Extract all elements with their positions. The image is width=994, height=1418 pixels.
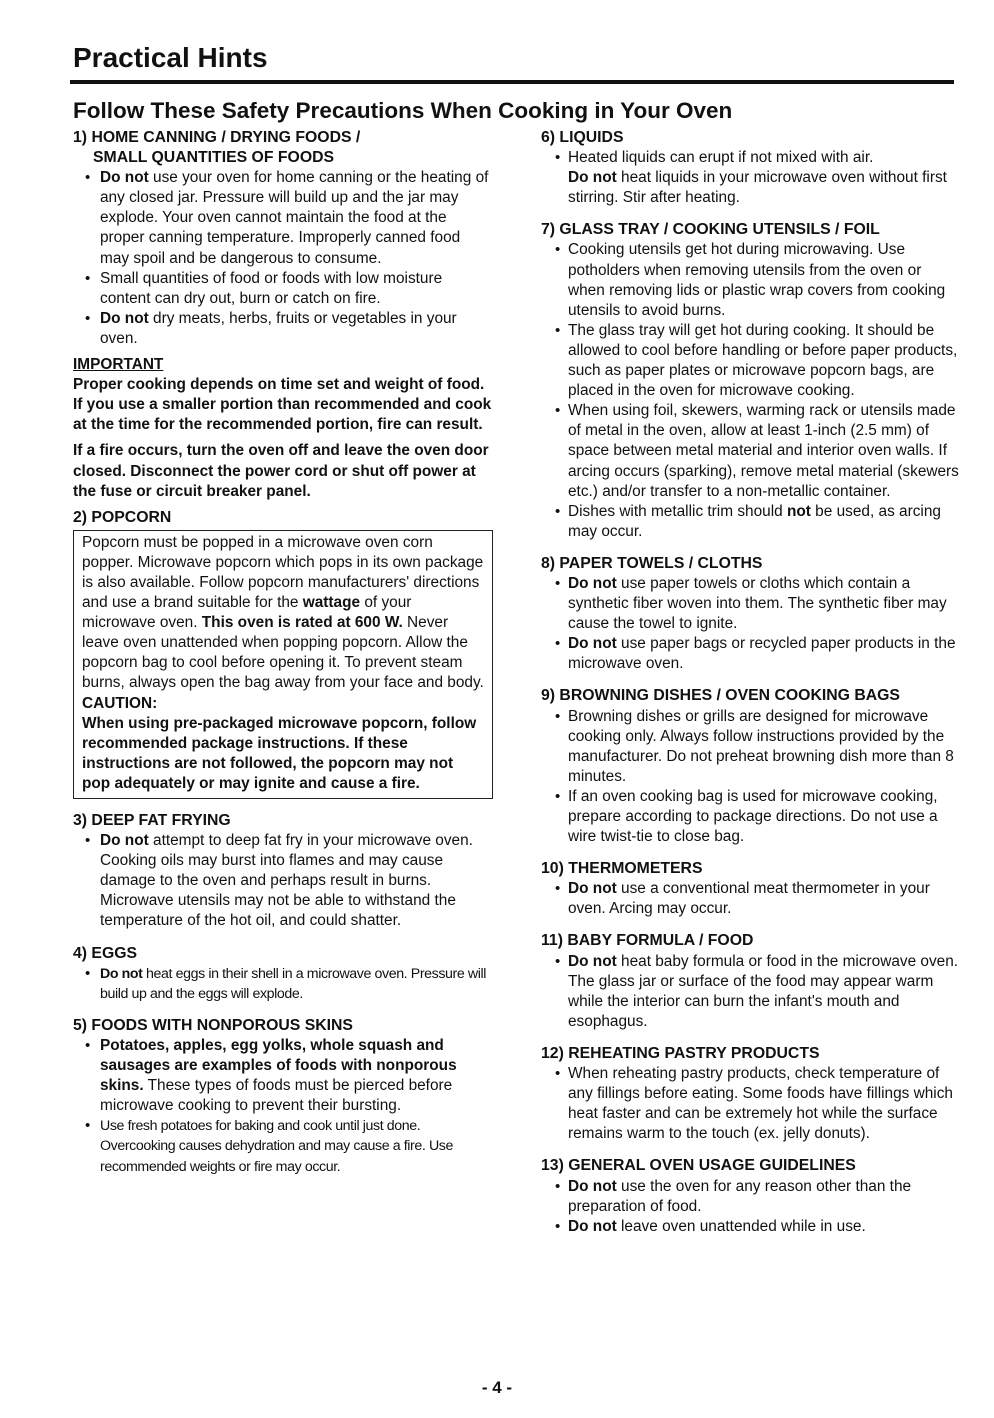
left-column bbox=[73, 128, 493, 1189]
list-item bbox=[73, 168, 493, 268]
section-liquids bbox=[541, 128, 959, 208]
list-item bbox=[541, 879, 959, 919]
warning-text: Do not bbox=[100, 169, 149, 187]
section-thermometers bbox=[541, 859, 959, 919]
bullet-list bbox=[73, 831, 493, 931]
list-item bbox=[541, 321, 959, 401]
section-heading: 12) REHEATING PASTRY PRODUCTS bbox=[541, 1044, 820, 1062]
warning-text: Do not bbox=[100, 832, 149, 850]
warning-text: not bbox=[786, 502, 811, 520]
list-item bbox=[541, 787, 959, 847]
item-text: leave oven unattended while in use. bbox=[616, 1217, 866, 1235]
bullet-list bbox=[541, 1177, 959, 1237]
list-item bbox=[541, 1064, 959, 1144]
bullet-list bbox=[541, 1064, 959, 1144]
item-text: use your oven for home canning or the heating of any closed jar. Pressure will build up and the jar may explode. Your oven cannot maintain the food at the proper canning temperature. Improperly canned food may spoil and be dangerous to consume. bbox=[100, 169, 489, 267]
list-item bbox=[73, 1036, 493, 1116]
list-item bbox=[73, 831, 493, 931]
list-item bbox=[541, 574, 959, 634]
section-heading: 3) DEEP FAT FRYING bbox=[73, 812, 231, 829]
item-text: Cooking utensils get hot during microwaving. Use potholders when removing utensils from the oven or when removing lids or plastic wrap covers from cooking utensils to avoid burns. bbox=[568, 241, 946, 319]
list-item bbox=[73, 309, 493, 349]
warning-text: Do not bbox=[568, 952, 617, 970]
item-text: heat eggs in their shell in a microwave oven. Pressure will build up and the eggs will explode. bbox=[100, 965, 486, 1002]
item-text: Heated liquids can erupt if not mixed with air. bbox=[568, 149, 874, 167]
list-item bbox=[73, 1116, 493, 1176]
list-item bbox=[541, 634, 959, 674]
section-browning-dishes bbox=[541, 686, 959, 847]
section-baby-formula bbox=[541, 931, 959, 1031]
list-item bbox=[541, 401, 959, 501]
list-item bbox=[541, 1217, 959, 1237]
item-text: heat baby formula or food in the microwave oven. The glass jar or surface of the food may appear warm while the interior can burn the infant's mouth and esophagus. bbox=[568, 952, 959, 1030]
item-text: Dishes with metallic trim should bbox=[568, 502, 787, 520]
item-text: heat liquids in your microwave oven without first stirring. Stir after heating. bbox=[568, 169, 947, 207]
section-subtitle: Follow These Safety Precautions When Cooking in Your Oven bbox=[73, 98, 733, 123]
item-text: dry meats, herbs, fruits or vegetables in your oven. bbox=[100, 309, 457, 347]
item-text: attempt to deep fat fry in your microwave oven. Cooking oils may burst into flames and may cause damage to the oven and perhaps result in burns. Microwave utensils may not be able to withstand the temperature of the hot oil, and could shatter. bbox=[100, 832, 473, 930]
bullet-list bbox=[541, 240, 959, 541]
warning-text: Do not bbox=[568, 574, 617, 592]
warning-text: Do not bbox=[568, 1217, 617, 1235]
page-number: - 4 - bbox=[481, 1378, 513, 1397]
section-heading: 4) EGGS bbox=[73, 944, 138, 962]
bullet-list bbox=[541, 879, 959, 919]
item-text: Small quantities of food or foods with low moisture content can dry out, burn or catch on fire. bbox=[100, 269, 443, 307]
warning-text: Do not bbox=[568, 169, 617, 187]
list-item bbox=[73, 964, 493, 1004]
list-item bbox=[541, 148, 959, 208]
section-heading: 2) POPCORN bbox=[73, 508, 172, 526]
warning-text: Do not bbox=[568, 635, 617, 653]
page-title: Practical Hints bbox=[73, 42, 268, 73]
section-heading: 11) BABY FORMULA / FOOD bbox=[541, 932, 754, 950]
section-heading: 10) THERMOMETERS bbox=[541, 860, 703, 878]
box-text: Popcorn must be popped in a microwave oven corn popper. Microwave popcorn which pops in its own package is also available. Follow popcorn manufacturers' directions and use a brand suitable for the bbox=[82, 533, 484, 612]
item-text: use paper bags or recycled paper products in the microwave oven. bbox=[568, 635, 956, 673]
section-deep-fat-frying bbox=[73, 811, 493, 932]
right-column bbox=[541, 128, 959, 1249]
section-heading: 7) GLASS TRAY / COOKING UTENSILS / FOIL bbox=[541, 221, 880, 239]
item-text: be used, as arcing may occur. bbox=[568, 502, 941, 540]
caution-label: CAUTION: bbox=[82, 694, 158, 712]
section-eggs bbox=[73, 944, 493, 1004]
box-bold: This oven is rated at 600 W. bbox=[201, 614, 403, 632]
box-bold: wattage bbox=[302, 594, 361, 612]
important-text: Proper cooking depends on time set and weight of food. If you use a smaller portion than recommended and cook at the time for the recommended portion, fire can result. bbox=[73, 376, 492, 434]
section-heading: 9) BROWNING DISHES / OVEN COOKING BAGS bbox=[541, 687, 900, 705]
important-label: IMPORTANT bbox=[73, 356, 164, 374]
item-text: When reheating pastry products, check temperature of any fillings before eating. Some foods have fillings which heat faster and can be extremely hot while the surface remains warm to the touch (ex. jelly donuts). bbox=[568, 1065, 953, 1143]
section-heading: 6) LIQUIDS bbox=[541, 129, 624, 146]
bullet-list bbox=[73, 964, 493, 1004]
list-item bbox=[541, 1177, 959, 1217]
section-reheating-pastry bbox=[541, 1044, 959, 1144]
box-text: of your microwave oven. bbox=[82, 594, 412, 632]
bullet-list bbox=[541, 574, 959, 674]
item-text: Use fresh potatoes for baking and cook until just done. Overcooking causes dehydration and may cause a fire. Use recommended weights or fire may occur. bbox=[100, 1118, 453, 1175]
section-heading: 8) PAPER TOWELS / CLOTHS bbox=[541, 554, 763, 572]
section-number: 1) bbox=[73, 129, 88, 146]
list-item bbox=[541, 240, 959, 320]
title-rule bbox=[70, 80, 954, 84]
section-heading: 5) FOODS WITH NONPOROUS SKINS bbox=[73, 1016, 353, 1034]
section-heading: 13) GENERAL OVEN USAGE GUIDELINES bbox=[541, 1157, 856, 1175]
section-popcorn bbox=[73, 508, 493, 799]
item-text: use a conventional meat thermometer in your oven. Arcing may occur. bbox=[568, 880, 930, 918]
bullet-list bbox=[73, 168, 493, 349]
item-text: If an oven cooking bag is used for microwave cooking, prepare according to package directions. Do not use a wire twist-tie to close bag. bbox=[568, 787, 938, 846]
item-text: These types of foods must be pierced before microwave cooking to prevent their bursting. bbox=[100, 1077, 453, 1115]
list-item bbox=[541, 502, 959, 542]
warning-text: Do not bbox=[100, 965, 143, 982]
heading-line-2: SMALL QUANTITIES OF FOODS bbox=[93, 149, 335, 167]
section-paper-towels bbox=[541, 554, 959, 675]
warning-text: Potatoes, apples, egg yolks, whole squash and sausages are examples of foods with nonporous skins. bbox=[100, 1036, 457, 1095]
item-text: The glass tray will get hot during cooking. It should be allowed to cool before handling or before paper products, such as paper plates or microwave popcorn bags, are placed in the oven for microwave cooking. bbox=[568, 321, 958, 400]
list-item bbox=[73, 269, 493, 309]
fire-instructions: If a fire occurs, turn the oven off and leave the oven door closed. Disconnect the power cord or shut off power at the fuse or circuit breaker panel. bbox=[73, 442, 489, 500]
box-text: Never leave oven unattended when popping popcorn. Allow the popcorn bag to cool before opening it. To prevent steam burns, always open the bag away from your face and body. bbox=[82, 614, 484, 692]
section-glass-tray bbox=[541, 220, 959, 542]
caution-text: When using pre-packaged microwave popcorn, follow recommended package instructions. If these instructions are not followed, the popcorn may not pop adequately or may ignite and cause a fire. bbox=[82, 714, 477, 792]
item-text: When using foil, skewers, warming rack or utensils made of metal in the oven, allow at least 1-inch (2.5 mm) of space between metal material and interior oven walls. If arcing occurs (sparking), remove metal material (skewers etc.) and/or transfer to a non-metallic container. bbox=[568, 402, 959, 500]
section-home-canning bbox=[73, 128, 493, 502]
item-text: use paper towels or cloths which contain a synthetic fiber woven into them. The synthetic fiber may cause the towel to ignite. bbox=[568, 574, 947, 633]
bullet-list bbox=[541, 148, 959, 208]
section-general-usage bbox=[541, 1156, 959, 1236]
bullet-list bbox=[541, 707, 959, 848]
list-item bbox=[541, 707, 959, 787]
item-text: use the oven for any reason other than the preparation of food. bbox=[568, 1177, 912, 1215]
warning-text: Do not bbox=[568, 880, 617, 898]
heading-line-1: HOME CANNING / DRYING FOODS / bbox=[91, 129, 361, 146]
warning-text: Do not bbox=[568, 1177, 617, 1195]
bullet-list bbox=[541, 952, 959, 1032]
popcorn-notice-box bbox=[73, 530, 493, 799]
section-heading bbox=[73, 128, 493, 168]
section-nonporous-skins bbox=[73, 1016, 493, 1177]
bullet-list bbox=[73, 1036, 493, 1177]
warning-text: Do not bbox=[100, 309, 149, 327]
item-text: Browning dishes or grills are designed for microwave cooking only. Always follow instructions provided by the manufacturer. Do not preheat browning dish more than 8 minutes. bbox=[568, 707, 954, 785]
list-item bbox=[541, 952, 959, 1032]
